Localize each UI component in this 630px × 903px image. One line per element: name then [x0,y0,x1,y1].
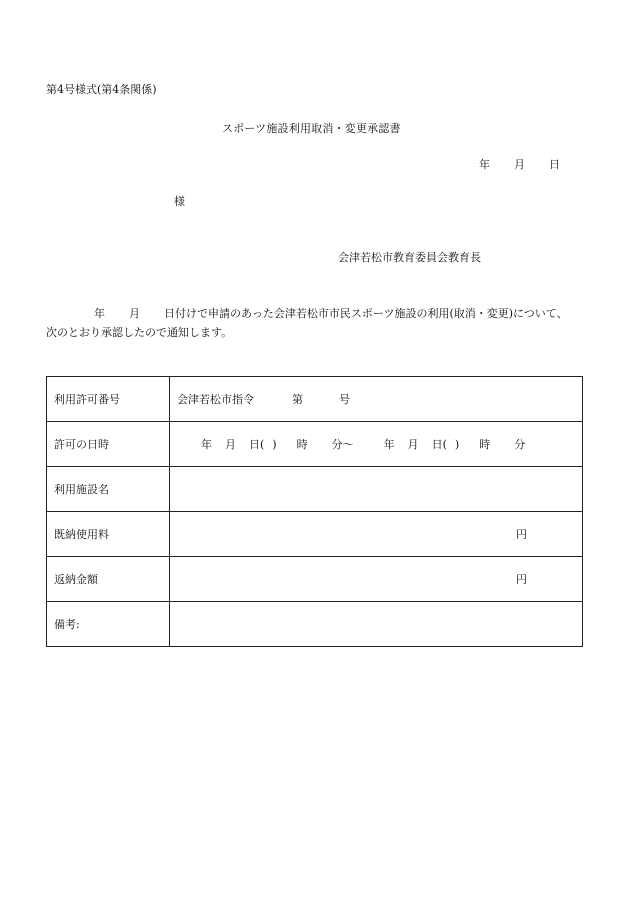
notice-body [46,304,594,342]
refund-yen-unit: 円 [516,573,527,586]
facility-name-value [170,467,583,512]
date-year-label: 年 [479,158,490,171]
permit-number-dai: 第 [292,393,303,406]
start-weekday-close: ) [272,438,277,451]
body-month-label: 月 [129,307,140,320]
start-day-label: 日( [249,438,265,451]
paid-fee-value [170,512,583,557]
document-title: スポーツ施設利用取消・変更承認書 [222,122,401,135]
permit-number-label: 利用許可番号 [47,377,170,422]
start-month-label: 月 [225,438,236,451]
approval-details-table [46,376,583,647]
permit-number-go: 号 [339,393,350,406]
facility-name-label: 利用施設名 [47,467,170,512]
body-line-2: 次のとおり承認したので通知します。 [46,326,233,339]
end-minute-label: 分 [514,438,526,451]
permit-number-value [170,377,583,422]
form-number: 第4号様式(第4条関係) [46,83,157,96]
refund-amount-value [170,557,583,602]
end-weekday-close: ) [454,438,460,451]
end-year-label: 年 [383,438,395,451]
table-row [47,377,583,422]
table-row [47,422,583,467]
remarks-label: 備考: [47,602,170,647]
start-year-label: 年 [201,438,212,451]
addressee-honorific: 様 [174,195,185,208]
start-hour-label: 時 [296,438,308,451]
table-row [47,602,583,647]
end-hour-label: 時 [479,438,491,451]
end-month-label: 月 [407,438,419,451]
body-line-1 [46,304,594,323]
table-row [47,557,583,602]
date-day-label: 日 [549,158,560,171]
permit-datetime-value [170,422,583,467]
paid-fee-yen-unit: 円 [516,528,527,541]
issue-date [479,156,560,172]
table-row [47,512,583,557]
permit-datetime-label: 許可の日時 [47,422,170,467]
body-year-label: 年 [94,307,105,320]
permit-number-prefix: 会津若松市指令 [177,393,254,406]
end-day-label: 日( [431,438,447,451]
start-minute-label: 分〜 [331,438,354,451]
refund-amount-label: 返納金額 [47,557,170,602]
date-month-label: 月 [514,158,525,171]
body-line-1-text: 日付けで申請のあった会津若松市市民スポーツ施設の利用(取消・変更)について、 [164,307,568,320]
table-row [47,467,583,512]
remarks-value [170,602,583,647]
paid-fee-label: 既納使用料 [47,512,170,557]
issuer-name: 会津若松市教育委員会教育長 [338,251,481,264]
